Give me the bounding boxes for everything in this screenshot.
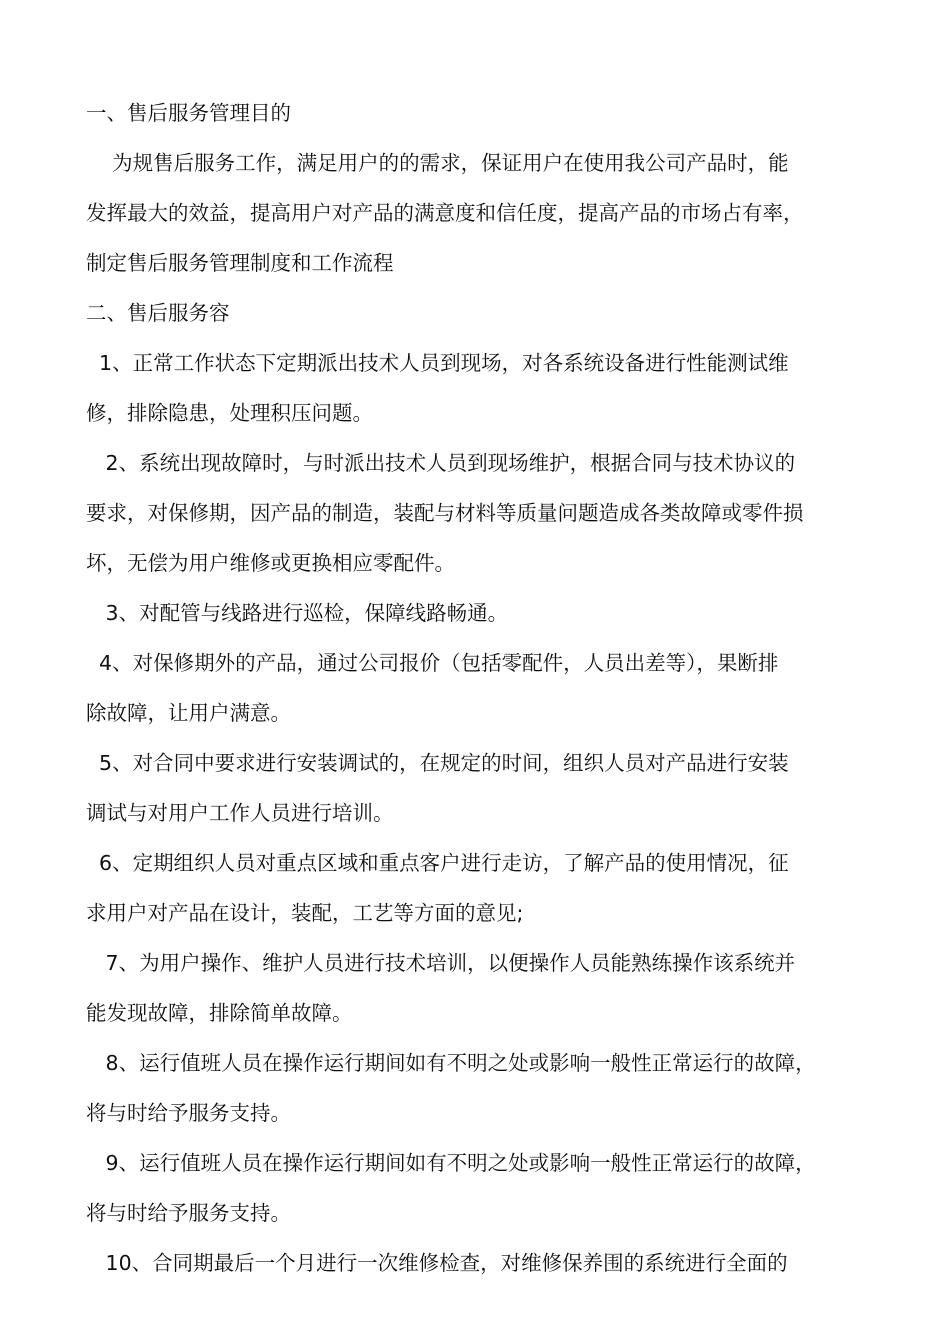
list-item-5-line: 调试与对用户工作人员进行培训。 — [86, 801, 394, 825]
list-item-8-line: 将与时给予服务支持。 — [86, 1101, 291, 1125]
list-item-9-line: 将与时给予服务支持。 — [86, 1201, 291, 1225]
list-item-9-line: 9、运行值班人员在操作运行期间如有不明之处或影响一般性正常运行的故障， — [86, 1151, 816, 1175]
list-item-4-line: 除故障，让用户满意。 — [86, 701, 291, 725]
list-item-2-line: 坏，无偿为用户维修或更换相应零配件。 — [86, 551, 455, 575]
document-body — [86, 88, 886, 1288]
paragraph-line: 制定售后服务管理制度和工作流程 — [86, 251, 394, 275]
list-item-2-line: 要求，对保修期，因产品的制造，装配与材料等质量问题造成各类故障或零件损 — [86, 501, 804, 525]
list-item-7-line: 7、为用户操作、维护人员进行技术培训，以便操作人员能熟练操作该系统并 — [86, 951, 796, 975]
list-item-2-line: 2、系统出现故障时，与时派出技术人员到现场维护，根据合同与技术协议的 — [86, 451, 796, 475]
list-item-7-line: 能发现故障，排除简单故障。 — [86, 1001, 353, 1025]
paragraph-line: 为规售后服务工作，满足用户的的需求，保证用户在使用我公司产品时，能 — [86, 151, 789, 175]
list-item-5-line: 5、对合同中要求进行安装调试的，在规定的时间，组织人员对产品进行安装 — [86, 751, 789, 775]
list-item-1-line: 修，排除隐患，处理积压问题。 — [86, 401, 373, 425]
list-item-4-line: 4、对保修期外的产品，通过公司报价（包括零配件，人员出差等），果断排 — [86, 651, 779, 675]
heading-purpose: 一、售后服务管理目的 — [86, 101, 291, 125]
heading-content: 二、售后服务容 — [86, 301, 230, 325]
list-item-3-line: 3、对配管与线路进行巡检，保障线路畅通。 — [86, 601, 509, 625]
list-item-6-line: 6、定期组织人员对重点区域和重点客户进行走访，了解产品的使用情况，征 — [86, 851, 789, 875]
list-item-10-line: 10、合同期最后一个月进行一次维修检查，对维修保养围的系统进行全面的 — [86, 1251, 788, 1275]
list-item-8-line: 8、运行值班人员在操作运行期间如有不明之处或影响一般性正常运行的故障， — [86, 1051, 816, 1075]
list-item-6-line: 求用户对产品在设计，装配，工艺等方面的意见; — [86, 901, 524, 925]
list-item-1-line: 1、正常工作状态下定期派出技术人员到现场，对各系统设备进行性能测试维 — [86, 351, 789, 375]
paragraph-line: 发挥最大的效益，提高用户对产品的满意度和信任度，提高产品的市场占有率， — [86, 201, 804, 225]
